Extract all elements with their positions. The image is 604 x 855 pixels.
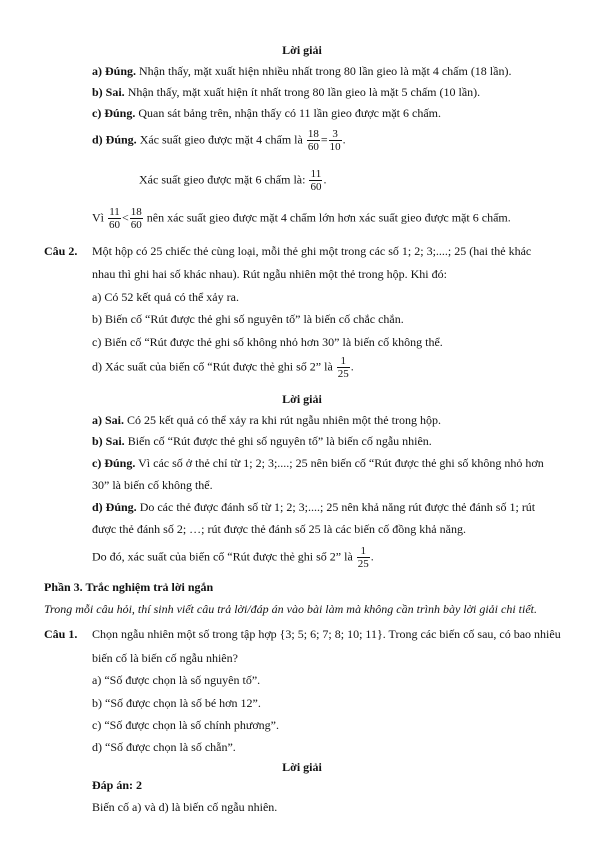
solution-item-b: b) Sai. Nhận thấy, mặt xuất hiện ít nhất trong 80 lần gieo là mặt 5 chấm (10 lần). bbox=[92, 85, 481, 99]
statement-c: c) Biến cố “Rút được thẻ ghi số không nhỏ hơn 30” là biến cố không thể. bbox=[92, 335, 443, 349]
fraction: $\frac{18}{60}$ bbox=[130, 206, 142, 231]
fraction: $\frac{1}{25}$ bbox=[337, 355, 349, 380]
solution-item-a: a) Đúng. Nhận thấy, mặt xuất hiện nhiều nhất trong 80 lần gieo là mặt 4 chấm (18 lần). bbox=[92, 64, 512, 78]
part-instruction: Trong mỗi câu hỏi, thí sinh viết câu trả lời/đáp án vào bài làm mà không cần trình bày lời giải chi tiết. bbox=[44, 602, 537, 616]
statement-d: d) Xác suất của biến cố “Rút được thẻ ghi số 2” là $\frac{1}{25}$ . bbox=[92, 355, 354, 380]
fraction: $\frac{18}{60}$ bbox=[307, 128, 319, 153]
fraction: $\frac{11}{60}$ bbox=[310, 168, 322, 193]
solution-item-d: d) Đúng. Do các thẻ được đánh số từ 1; 2; 3;....; 25 nên khả năng rút được thẻ đánh số 1; rút bbox=[92, 500, 536, 514]
event-b: b) “Số được chọn là số bé hơn 12”. bbox=[92, 696, 261, 710]
question-text-cont: nhau thì ghi hai số khác nhau). Rút ngẫu nhiên một thẻ trong hộp. Khi đó: bbox=[92, 267, 447, 281]
solution-explanation: Biến cố a) và d) là biến cố ngẫu nhiên. bbox=[92, 800, 278, 814]
fraction: $\frac{11}{60}$ bbox=[109, 206, 120, 231]
event-c: c) “Số được chọn là số chính phương”. bbox=[92, 718, 279, 732]
question-text: Một hộp có 25 chiếc thẻ cùng loại, mỗi thẻ ghi một trong các số 1; 2; 3;....; 25 (hai thẻ khác bbox=[92, 244, 532, 258]
fraction: $\frac{1}{25}$ bbox=[357, 545, 369, 570]
part-title: Phần 3. Trắc nghiệm trả lời ngắn bbox=[44, 580, 214, 594]
question-label: Câu 2. bbox=[44, 244, 78, 258]
solution-item-d-cont: được thẻ đánh số 2; …; rút được thẻ đánh số 25 là các biến cố đồng khả năng. bbox=[92, 522, 466, 536]
event-d: d) “Số được chọn là số chẵn”. bbox=[92, 740, 236, 754]
event-a: a) “Số được chọn là số nguyên tố”. bbox=[92, 673, 261, 687]
solution-heading: Lời giải bbox=[282, 760, 322, 774]
statement-a: a) Có 52 kết quả có thể xảy ra. bbox=[92, 290, 239, 304]
solution-item-d-cont: Xác suất gieo được mặt 6 chấm là: $\frac{11}{60}$ . bbox=[139, 168, 327, 193]
solution-item-b: b) Sai. Biến cố “Rút được thẻ ghi số nguyên tố” là biến cố ngẫu nhiên. bbox=[92, 434, 432, 448]
solution-heading: Lời giải bbox=[282, 43, 322, 57]
solution-item-c: c) Đúng. Quan sát bảng trên, nhận thấy có 11 lần gieo được mặt 6 chấm. bbox=[92, 106, 441, 120]
solution-item-d: d) Đúng. Xác suất gieo được mặt 4 chấm là $\frac{18}{60}$ = $\frac{3}{10}$ . bbox=[92, 128, 346, 153]
number-set: {3; 5; 6; 7; 8; 10; 11} bbox=[279, 627, 383, 641]
question-label: Câu 1. bbox=[44, 627, 78, 641]
question-text: Chọn ngẫu nhiên một số trong tập hợp {3; 5; 6; 7; 8; 10; 11}. Trong các biến cố sau, có bao nhiêu bbox=[92, 627, 561, 641]
solution-conclusion: Do đó, xác suất của biến cố “Rút được thẻ ghi số 2” là $\frac{1}{25}$ . bbox=[92, 545, 374, 570]
solution-item-c: c) Đúng. Vì các số ở thẻ chỉ từ 1; 2; 3;....; 25 nên biến cố “Rút được thẻ ghi số không nhỏ hơn bbox=[92, 456, 544, 470]
question-text-cont: biến cố là biến cố ngẫu nhiên? bbox=[92, 651, 238, 665]
statement-b: b) Biến cố “Rút được thẻ ghi số nguyên tố” là biến cố chắc chắn. bbox=[92, 312, 404, 326]
solution-item-a: a) Sai. Có 25 kết quả có thể xảy ra khi rút ngẫu nhiên một thẻ trong hộp. bbox=[92, 413, 441, 427]
fraction: $\frac{3}{10}$ bbox=[329, 128, 341, 153]
solution-heading: Lời giải bbox=[282, 392, 322, 406]
solution-conclusion: Vì $\frac{11}{60}$ < $\frac{18}{60}$ nên xác suất gieo được mặt 4 chấm lớn hơn xác suất gieo được mặt 6 chấm. bbox=[92, 206, 511, 231]
answer: Đáp án: 2 bbox=[92, 778, 143, 792]
solution-item-c-cont: 30” là biến cố không thể. bbox=[92, 478, 213, 492]
